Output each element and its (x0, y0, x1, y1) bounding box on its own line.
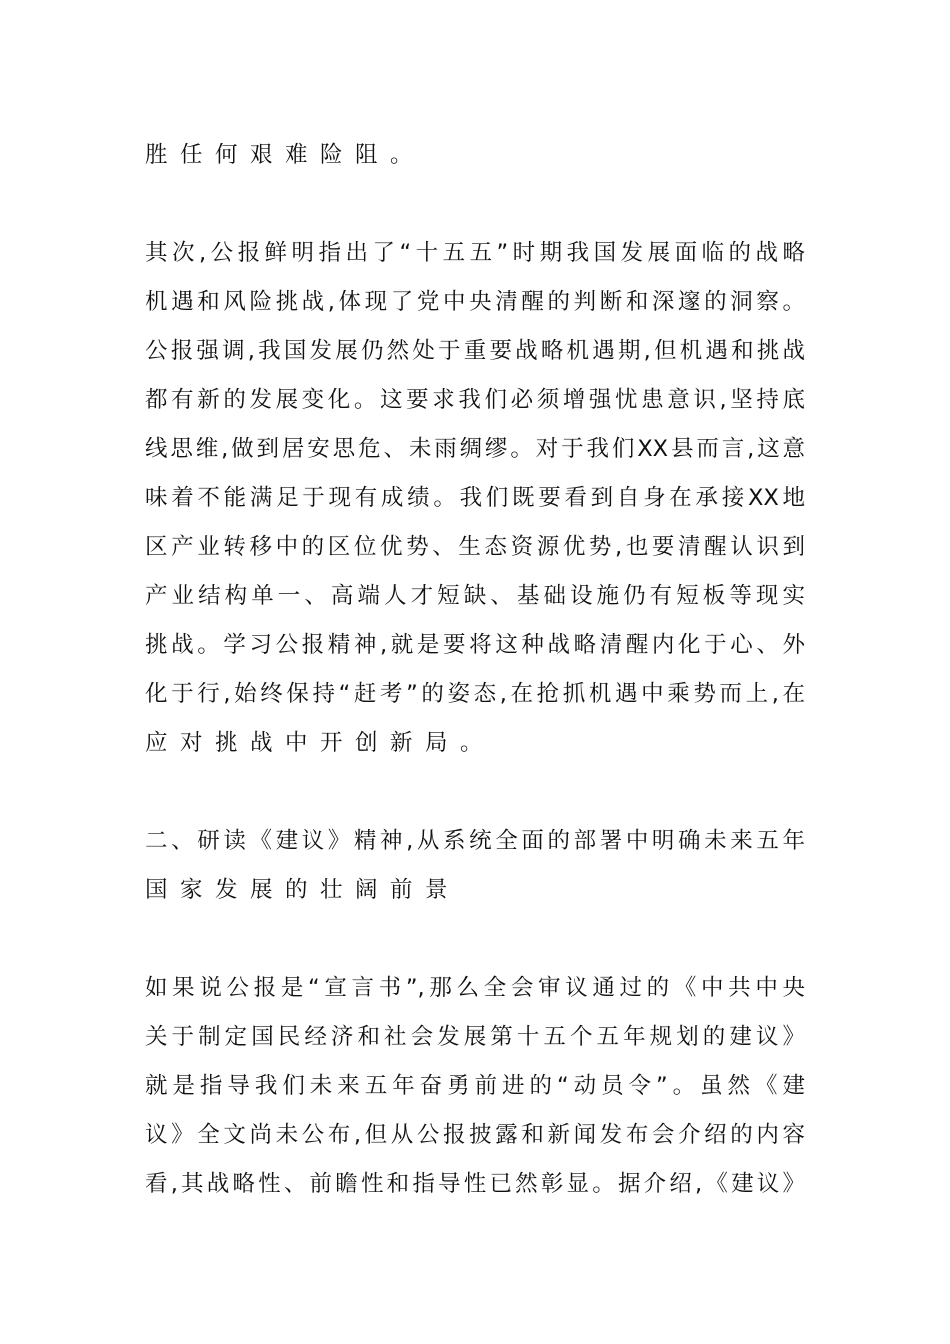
document-page (145, 131, 805, 1258)
text-line: 化于行,始终保持“赶考”的姿态,在抢抓机遇中乘势而上,在 (145, 681, 805, 707)
text-line: 区产业转移中的区位优势、生态资源优势,也要清醒认识到 (145, 534, 805, 560)
text-line: 挑战。学习公报精神,就是要将这种战略清醒内化于心、外 (145, 632, 805, 658)
text-line: 都有新的发展变化。这要求我们必须增强忧患意识,坚持底 (145, 387, 805, 413)
text-line: 线思维,做到居安思危、未雨绸缪。对于我们XX县而言,这意 (145, 436, 805, 462)
text-line: 关于制定国民经济和社会发展第十五个五年规划的建议》 (145, 1024, 805, 1050)
text-line: 国家发展的壮阔前景 (145, 877, 461, 903)
text-line: 应对挑战中开创新局。 (145, 730, 496, 756)
text-line: 胜任何艰难险阻。 (145, 142, 426, 168)
text-line: 产业结构单一、高端人才短缺、基础设施仍有短板等现实 (145, 583, 805, 609)
paragraph-continuation (145, 131, 805, 180)
text-line: 如果说公报是“宣言书”,那么全会审议通过的《中共中央 (145, 975, 805, 1001)
text-line: 公报强调,我国发展仍然处于重要战略机遇期,但机遇和挑战 (145, 338, 805, 364)
paragraph-proposal (145, 964, 805, 1209)
paragraph-strategic-opportunities (145, 229, 805, 768)
text-line: 就是指导我们未来五年奋勇前进的“动员令”。虽然《建 (145, 1073, 805, 1099)
text-line: 其次,公报鲜明指出了“十五五”时期我国发展面临的战略 (145, 240, 805, 266)
section-heading-2 (145, 817, 805, 915)
text-line: 机遇和风险挑战,体现了党中央清醒的判断和深邃的洞察。 (145, 289, 805, 315)
text-line: 味着不能满足于现有成绩。我们既要看到自身在承接XX地 (145, 485, 805, 511)
text-line: 议》全文尚未公布,但从公报披露和新闻发布会介绍的内容 (145, 1122, 805, 1148)
text-line: 看,其战略性、前瞻性和指导性已然彰显。据介绍,《建议》 (145, 1171, 805, 1197)
text-line: 二、研读《建议》精神,从系统全面的部署中明确未来五年 (145, 828, 805, 854)
